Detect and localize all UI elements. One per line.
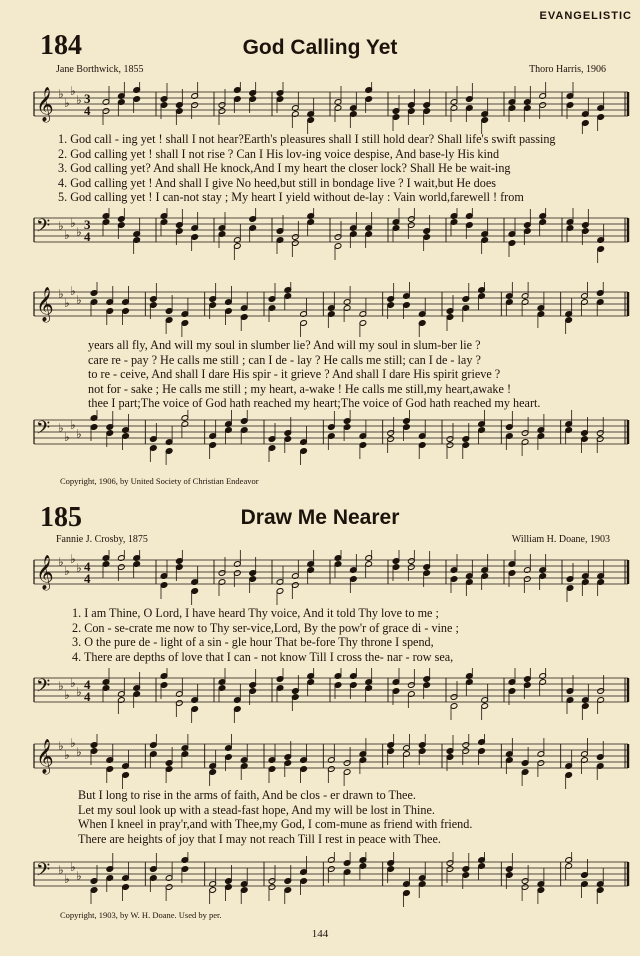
svg-text:♭: ♭ <box>58 555 64 569</box>
svg-text:♭: ♭ <box>70 284 76 298</box>
lyric-line: to re - ceive, And shall I dare His spir - it grieve ? And shall I dare His spirit grieve ? <box>88 367 501 382</box>
svg-text:4: 4 <box>84 559 91 574</box>
svg-text:♭: ♭ <box>64 564 70 578</box>
lyric-line: Let my soul look up with a stead-fast hope, And my will be lost in Thine. <box>78 802 435 817</box>
page-number: 144 <box>311 928 329 940</box>
lyric-line: 4. God calling yet ! And shall I give No heed,but still in bondage live ? I wait,but He does <box>58 175 496 190</box>
lyric-line: care re - pay ? He calls me still ; can I de - lay ? He calls me still; can I de - lay ? <box>88 352 481 367</box>
lyric-line: 5. God calling yet ! I can-not stay ; My heart I yield without de-lay : Vain world,farewell ! from <box>58 190 524 205</box>
section-label: EVANGELISTIC <box>539 10 632 22</box>
svg-text:♭: ♭ <box>64 296 70 310</box>
lyric-line: years all fly, And will my soul in slumber lie? And will my soul in slum-ber lie ? <box>88 338 481 352</box>
svg-text:♭: ♭ <box>76 561 82 575</box>
verse-block <box>58 132 556 205</box>
svg-text:𝄢: 𝄢 <box>36 860 51 885</box>
lyric-line: When I kneel in pray'r,and with Thee,my God, I com-mune as friend with friend. <box>78 817 473 832</box>
staff-bass <box>0 208 640 272</box>
staff-treble <box>0 550 640 606</box>
svg-text:𝄞: 𝄞 <box>36 739 54 774</box>
svg-text:♭: ♭ <box>64 688 70 702</box>
lyric-line: not for - sake ; He calls me still ; my heart, a-wake ! He calls me still,my heart,awake ! <box>88 381 512 396</box>
svg-text:𝄢: 𝄢 <box>36 676 51 701</box>
svg-text:4: 4 <box>84 689 91 704</box>
music-credit: Thoro Harris, 1906 <box>529 64 606 75</box>
copyright-notice: Copyright, 1906, by United Society of Christian Endeavor <box>60 476 259 486</box>
svg-text:♭: ♭ <box>58 219 64 233</box>
lyric-line: 2. Con - se-crate me now to Thy ser-vice,Lord, By the pow'r of grace di - vine ; <box>72 620 459 635</box>
svg-text:𝄢: 𝄢 <box>36 418 51 443</box>
svg-text:♭: ♭ <box>58 679 64 693</box>
hymn-title: Draw Me Nearer <box>240 506 400 529</box>
staff-bass <box>0 668 640 732</box>
svg-text:♭: ♭ <box>58 739 64 753</box>
svg-text:4: 4 <box>84 229 91 244</box>
svg-text:3: 3 <box>84 217 91 232</box>
music-credit: William H. Doane, 1903 <box>511 534 610 545</box>
verse-block <box>88 338 540 411</box>
svg-text:♭: ♭ <box>70 676 76 690</box>
svg-text:♭: ♭ <box>64 748 70 762</box>
staff-treble <box>0 734 640 790</box>
svg-text:𝄞: 𝄞 <box>36 555 54 590</box>
lyric-line: 3. God calling yet? And shall He knock,And I my heart the closer lock? Shall He be wait-ing <box>58 161 511 176</box>
lyric-line: thee I part;The voice of God hath reached my heart;The voice of God hath reached my heart. <box>88 396 541 411</box>
words-credit: Fannie J. Crosby, 1875 <box>56 534 148 545</box>
svg-text:4: 4 <box>84 677 91 692</box>
svg-text:♭: ♭ <box>76 685 82 699</box>
lyric-line: 1. God call - ing yet ! shall I not hear?Earth's pleasures shall I still hold dear? Shall life's swift passing <box>58 132 556 146</box>
staff-treble <box>0 282 640 338</box>
hymn-title: God Calling Yet <box>242 36 398 59</box>
lyric-line: 1. I am Thine, O Lord, I have heard Thy voice, And it told Thy love to me ; <box>72 606 439 620</box>
hymn-number: 184 <box>40 30 82 61</box>
lyric-line: 2. God calling yet ! shall I not rise ? Can I His lov-ing voice despise, And base-ly His kind <box>58 146 500 161</box>
svg-text:♭: ♭ <box>64 228 70 242</box>
svg-text:♭: ♭ <box>76 225 82 239</box>
svg-text:♭: ♭ <box>70 860 76 874</box>
svg-text:♭: ♭ <box>70 84 76 98</box>
svg-text:♭: ♭ <box>76 427 82 441</box>
svg-text:♭: ♭ <box>70 418 76 432</box>
svg-text:♭: ♭ <box>76 93 82 107</box>
svg-text:♭: ♭ <box>64 96 70 110</box>
svg-text:𝄞: 𝄞 <box>36 287 54 322</box>
staff-bass <box>0 410 640 474</box>
words-credit: Jane Borthwick, 1855 <box>56 64 144 75</box>
hymn-number: 185 <box>40 502 82 533</box>
svg-text:𝄞: 𝄞 <box>36 87 54 122</box>
staff-bass <box>0 852 640 908</box>
svg-text:♭: ♭ <box>70 216 76 230</box>
svg-text:3: 3 <box>84 91 91 106</box>
svg-text:♭: ♭ <box>76 869 82 883</box>
svg-text:♭: ♭ <box>58 287 64 301</box>
lyric-line: 4. There are depths of love that I can - not know Till I cross the- nar - row sea, <box>72 649 454 664</box>
lyric-line: There are heights of joy that I may not reach Till I rest in peace with Thee. <box>78 831 441 846</box>
svg-text:♭: ♭ <box>76 293 82 307</box>
lyric-line: 3. O the pure de - light of a sin - gle hour That be-fore Thy throne I spend, <box>72 635 434 650</box>
svg-text:♭: ♭ <box>76 745 82 759</box>
svg-text:♭: ♭ <box>70 552 76 566</box>
verse-block <box>78 788 472 846</box>
verse-block <box>72 606 459 664</box>
svg-text:4: 4 <box>84 571 91 586</box>
svg-text:♭: ♭ <box>58 421 64 435</box>
svg-text:4: 4 <box>84 103 91 118</box>
svg-text:♭: ♭ <box>70 736 76 750</box>
svg-text:𝄢: 𝄢 <box>36 216 51 241</box>
staff-treble <box>0 82 640 134</box>
svg-text:♭: ♭ <box>58 863 64 877</box>
lyric-line: But I long to rise in the arms of faith, And be clos - er drawn to Thee. <box>78 788 416 802</box>
copyright-notice: Copyright, 1903, by W. H. Doane. Used by per. <box>60 910 222 920</box>
svg-text:♭: ♭ <box>64 430 70 444</box>
svg-text:♭: ♭ <box>64 872 70 886</box>
svg-text:♭: ♭ <box>58 87 64 101</box>
